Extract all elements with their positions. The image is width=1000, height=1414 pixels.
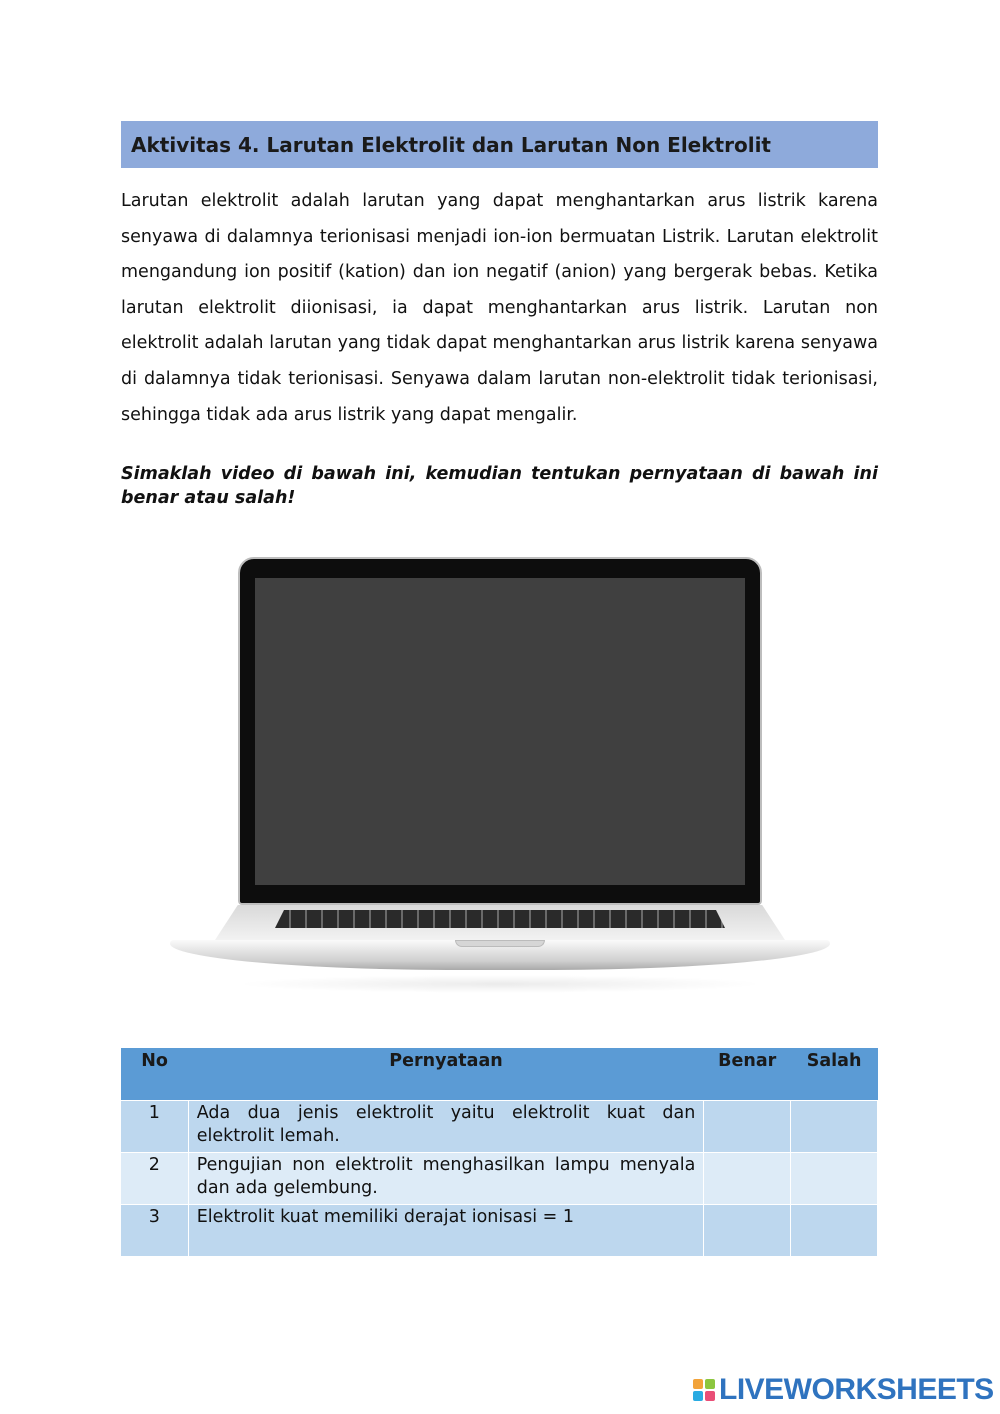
statements-table [121, 1048, 878, 1256]
activity-heading: Aktivitas 4. Larutan Elektrolit dan Larutan Non Elektrolit [121, 121, 878, 168]
statement-text: Ada dua jenis elektrolit yaitu elektrolit kuat dan elektrolit lemah. [188, 1101, 704, 1153]
table-header-row [121, 1048, 878, 1101]
video-laptop-frame[interactable] [165, 555, 835, 1005]
laptop-shadow [235, 975, 765, 993]
header-true: Benar [704, 1048, 791, 1101]
answer-true-cell[interactable] [704, 1205, 791, 1257]
laptop-opening-notch [455, 940, 545, 947]
liveworksheets-brand [693, 1374, 994, 1406]
table-row [121, 1101, 878, 1153]
brand-name: LIVEWORKSHEETS [719, 1373, 994, 1406]
answer-false-cell[interactable] [791, 1205, 878, 1257]
answer-false-cell[interactable] [791, 1101, 878, 1153]
instruction-text: Simaklah video di bawah ini, kemudian tentukan pernyataan di bawah ini benar atau salah! [121, 464, 878, 508]
answer-true-cell[interactable] [704, 1153, 791, 1205]
header-false: Salah [791, 1048, 878, 1101]
laptop-keyboard [275, 910, 725, 928]
laptop-bezel [238, 557, 762, 905]
statement-text: Elektrolit kuat memiliki derajat ionisasi = 1 [188, 1205, 704, 1257]
header-no: No [121, 1048, 188, 1101]
table-row [121, 1205, 878, 1257]
answer-false-cell[interactable] [791, 1153, 878, 1205]
row-number: 2 [121, 1153, 188, 1205]
explanation-paragraph: Larutan elektrolit adalah larutan yang dapat menghantarkan arus listrik karena senyawa di dalamnya terionisasi menjadi ion-ion bermuatan Listrik. Larutan elektrolit mengandung ion positif (kation) dan ion negatif (anion) yang bergerak bebas. Ketika larutan elektrolit diionisasi, ia dapat menghantarkan arus listrik. Larutan non elektrolit adalah larutan yang tidak dapat menghantarkan arus listrik karena senyawa di dalamnya tidak terionisasi. Senyawa dalam larutan non-elektrolit tidak terionisasi, sehingga tidak ada arus listrik yang dapat mengalir. [121, 191, 878, 425]
statement-text: Pengujian non elektrolit menghasilkan lampu menyala dan ada gelembung. [188, 1153, 704, 1205]
video-screen[interactable] [255, 578, 745, 885]
row-number: 1 [121, 1101, 188, 1153]
table-row [121, 1153, 878, 1205]
header-statement: Pernyataan [188, 1048, 704, 1101]
liveworksheets-logo-icon [693, 1379, 715, 1401]
row-number: 3 [121, 1205, 188, 1257]
answer-true-cell[interactable] [704, 1101, 791, 1153]
